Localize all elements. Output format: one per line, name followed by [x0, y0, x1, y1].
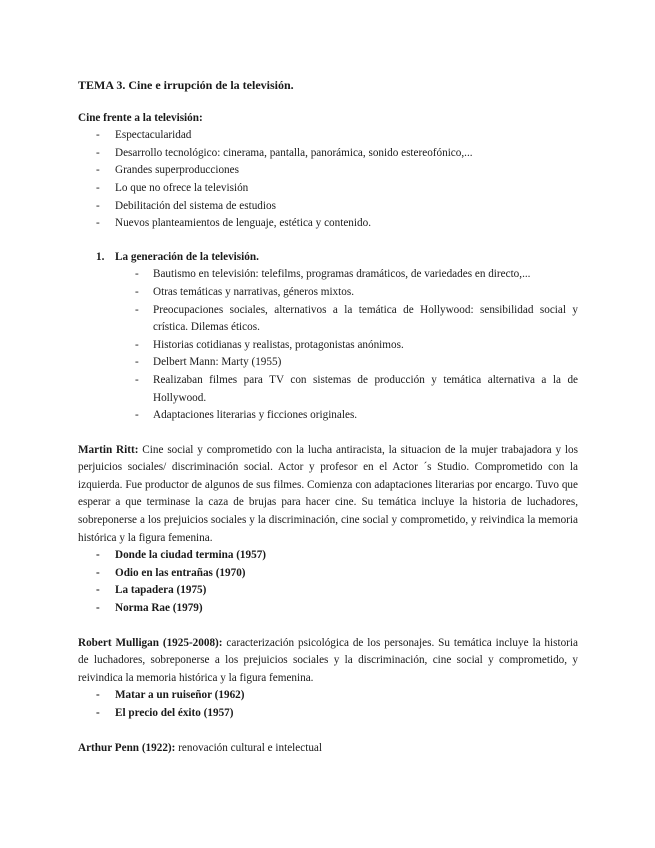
- paragraph-robert-mulligan: [78, 635, 578, 688]
- film-list-robert-mulligan: [78, 687, 578, 722]
- paragraph-martin-ritt: [78, 442, 578, 548]
- director-description-martin-ritt: Cine social y comprometido con la lucha antiracista, la situacion de la mujer trabajadora y los perjuicios sociales/ discriminación social. Actor y profesor en el Actor ´s Studio. Comprometido con la izquierda. Fue productor de algunos de sus filmes. Comienza con adaptaciones literarias por encargo. Tuvo que esperar a que terminase la caza de brujas para hacer cine. Su temática incluye la historia de luchadores, sobreponerse a los prejuicios sociales y la discriminación, cine social y comprometido, y reivindica la memoria histórica y la figura femenina.: [78, 443, 578, 544]
- list-item: - Nuevos planteamientos de lenguaje, estética y contenido.: [78, 215, 578, 233]
- film-item: - Donde la ciudad termina (1957): [78, 547, 578, 565]
- section-number: 1.: [96, 250, 105, 263]
- section-heading-cine-frente-tv: Cine frente a la televisión:: [78, 111, 203, 124]
- numbered-heading: [78, 249, 578, 267]
- list-item: - Adaptaciones literarias y ficciones originales.: [78, 407, 578, 425]
- list-item: - Lo que no ofrece la televisión: [78, 180, 578, 198]
- list-item: - Preocupaciones sociales, alternativos a la temática de Hollywood: sensibilidad social y crística. Dilemas éticos.: [78, 302, 578, 337]
- film-item: - Norma Rae (1979): [78, 600, 578, 618]
- section-heading-generacion-tv: La generación de la televisión.: [115, 250, 259, 263]
- numbered-section-generacion-tv: [78, 249, 578, 425]
- document-page: [78, 77, 578, 757]
- section-list-cine-frente-tv: [78, 127, 578, 233]
- director-description-arthur-penn: renovación cultural e intelectual: [175, 741, 322, 754]
- film-item: - Odio en las entrañas (1970): [78, 565, 578, 583]
- paragraph-arthur-penn: [78, 740, 578, 758]
- list-item: - Desarrollo tecnológico: cinerama, pantalla, panorámica, sonido estereofónico,...: [78, 145, 578, 163]
- section-list-generacion-tv: [78, 266, 578, 424]
- film-item: - Matar a un ruiseñor (1962): [78, 687, 578, 705]
- director-name-robert-mulligan: Robert Mulligan (1925-2008):: [78, 636, 223, 649]
- list-item: - Realizaban filmes para TV con sistemas de producción y temática alternativa a la de Hollywood.: [78, 372, 578, 407]
- film-item: - El precio del éxito (1957): [78, 705, 578, 723]
- list-item: - Grandes superproducciones: [78, 162, 578, 180]
- list-item: - Delbert Mann: Marty (1955): [78, 354, 578, 372]
- list-item: - Historias cotidianas y realistas, protagonistas anónimos.: [78, 337, 578, 355]
- film-list-martin-ritt: [78, 547, 578, 617]
- director-description-robert-mulligan: caracterización psicológica de los personajes. Su temática incluye la historia de luchadores, sobreponerse a los prejuicios sociales y la discriminación, cine social y comprometido, y reivindica la memoria histórica y la figura femenina.: [78, 636, 578, 684]
- document-title: TEMA 3. Cine e irrupción de la televisión.: [78, 78, 294, 92]
- list-item: - Debilitación del sistema de estudios: [78, 198, 578, 216]
- director-name-martin-ritt: Martin Ritt:: [78, 443, 139, 456]
- director-name-arthur-penn: Arthur Penn (1922):: [78, 741, 176, 754]
- film-item: - La tapadera (1975): [78, 582, 578, 600]
- list-item: - Bautismo en televisión: telefilms, programas dramáticos, de variedades en directo,...: [78, 266, 578, 284]
- list-item: - Otras temáticas y narrativas, géneros mixtos.: [78, 284, 578, 302]
- list-item: - Espectacularidad: [78, 127, 578, 145]
